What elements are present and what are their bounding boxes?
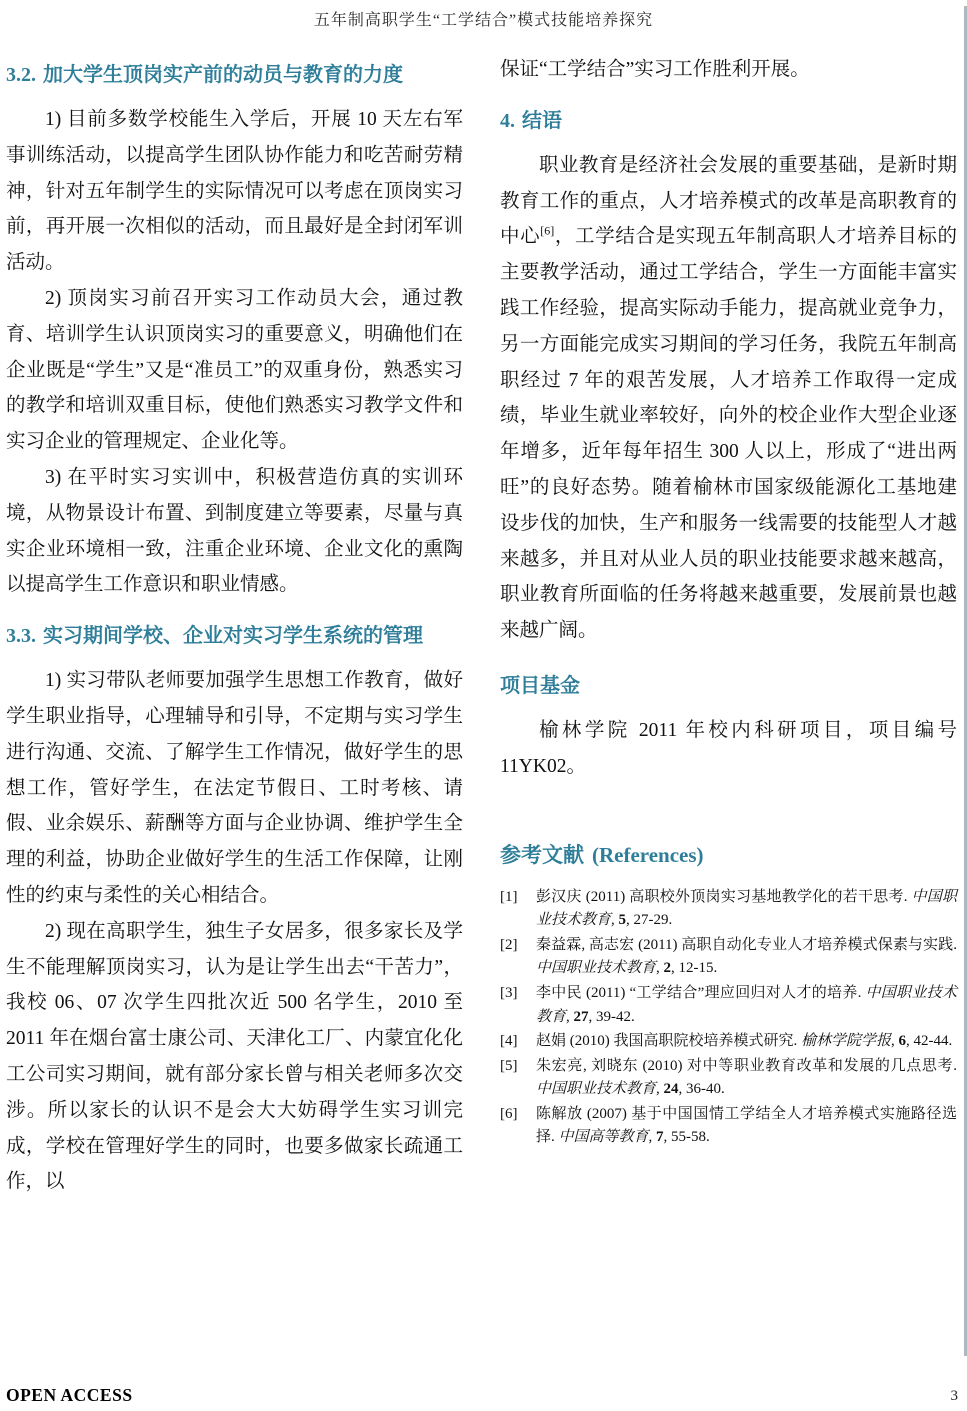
reference-number: [4] xyxy=(500,1033,518,1050)
reference-number: [3] xyxy=(500,984,518,1001)
reference-journal: 中国职业技术教育 xyxy=(536,1081,657,1098)
paragraph: 1) 实习带队老师要加强学生思想工作教育，做好学生职业指导，心理辅导和引导，不定期与实习学生进行沟通、交流、了解学生工作情况，做好学生的思想工作，管好学生，在法定节假日、工时考核、请假、业余娱乐、薪酬等方面与企业协调、维护学生全理的利益，协助企业做好学生的生活工作保障，让刚性的约束与柔性的关心相结合。 xyxy=(6,670,463,906)
reference-volume: 2 xyxy=(663,960,672,977)
section-heading-4 xyxy=(500,108,957,135)
left-column xyxy=(6,52,463,1200)
section-title: 结语 xyxy=(522,109,562,132)
section-number: 3.2. xyxy=(6,64,36,86)
section-heading-3-2 xyxy=(6,62,463,89)
reference-number: [5] xyxy=(500,1057,518,1074)
reference-number: [1] xyxy=(500,888,518,905)
open-access-label: OPEN ACCESS xyxy=(6,1385,133,1405)
reference-item xyxy=(500,1030,957,1054)
reference-text: 朱宏亮, 刘晓东 (2010) 对中等职业教育改革和发展的几点思考. 中国职业技术教育, 24, 36-40. xyxy=(536,1057,957,1098)
reference-journal: 榆林学院学报 xyxy=(801,1033,892,1050)
reference-journal: 中国职业技术教育 xyxy=(536,984,957,1025)
paragraph-continuation: 保证“工学结合”实习工作胜利开展。 xyxy=(500,59,810,80)
reference-text: 秦益霖, 高志宏 (2011) 高职自动化专业人才培养模式保素与实践. 中国职业技术教育, 2, 12-15. xyxy=(536,936,957,977)
reference-volume: 7 xyxy=(656,1129,664,1146)
paragraph: 2) 现在高职学生，独生子女居多，很多家长及学生不能理解顶岗实习，认为是让学生出去“干苦力”，我校 06、07 次学生四批次近 500 名学生，2010 至 2011 年在烟台富士康公司、天津化工厂、内蒙宜化化工公司实习期间，就有部分家长曾与相关老师多次交涉。所以家长的认识不是会大大妨碍学生实习训完成，学校在管理好学生的同时，也要多做家长疏通工作，以 xyxy=(6,920,463,1193)
reference-volume: 27 xyxy=(573,1008,589,1025)
page-title: 五年制高职学生“工学结合”模式技能培养探究 xyxy=(313,12,654,29)
section-number: 4. xyxy=(500,109,515,132)
references-heading-cn: 参考文献 xyxy=(500,843,584,867)
section-title: 实习期间学校、企业对实习学生系统的管理 xyxy=(43,625,423,648)
reference-item xyxy=(500,1055,957,1102)
page-number: 3 xyxy=(950,1388,958,1404)
section-title: 项目基金 xyxy=(500,674,580,697)
reference-item xyxy=(500,934,957,981)
section-heading-3-3 xyxy=(6,623,463,650)
reference-volume: 24 xyxy=(663,1081,679,1098)
reference-text: 李中民 (2011) “工学结合”理应回归对人才的培养. 中国职业技术教育, 27, 39-42. xyxy=(536,984,957,1025)
paragraph: 1) 目前多数学校能生入学后，开展 10 天左右军事训练活动，以提高学生团队协作能力和吃苦耐劳精神，针对五年制学生的实际情况可以考虑在顶岗实习前，再开展一次相似的活动，而且最好是全封闭军训活动。 xyxy=(6,109,463,274)
reference-text: 陈解放 (2007) 基于中国国情工学结全人才培养模式实施路径选择. 中国高等教育, 7, 55-58. xyxy=(536,1105,957,1146)
two-column-layout xyxy=(6,52,957,1200)
reference-journal: 中国高等教育 xyxy=(558,1129,649,1146)
reference-number: [2] xyxy=(500,936,518,953)
conclusion-paragraph xyxy=(500,148,957,649)
references-heading-en: (References) xyxy=(592,842,704,867)
references-heading xyxy=(500,841,957,870)
reference-text: 彭汉庆 (2011) 高职校外顶岗实习基地教学化的若干思考. 中国职业技术教育, 5, 27-29. xyxy=(536,888,957,929)
reference-volume: 6 xyxy=(898,1033,907,1050)
fund-paragraph: 榆林学院 2011 年校内科研项目，项目编号 11YK02。 xyxy=(500,719,957,777)
conclusion-text: ，工学结合是实现五年制高职人才培养目标的主要教学活动，通过工学结合，学生一方面能丰富实践工作经验，提高实际动手能力，提高就业竞争力，另一方面能完成实习期间的学习任务，我院五年制高职经过 7 年的艰苦发展，人才培养工作取得一定成绩，毕业生就业率较好，向外的校企业作大型企业逐年增多，近年每年招生 300 人以上，形成了“进出两旺”的良好态势。随着榆林市国家级能源化工基地建设步伐的加快，生产和服务一线需要的技能型人才越来越多，并且对从业人员的职业技能要求越来越高，职业教育所面临的任务将越来越重要，发展前景也越来越广阔。 xyxy=(500,226,957,642)
reference-item xyxy=(500,1103,957,1150)
conclusion-text: 职业教育是经济社会发展的重要基础，是新时期教育工作的重点，人才培养模式的改革是高职教育的中心 xyxy=(500,154,957,248)
paragraph: 3) 在平时实习实训中，积极营造仿真的实训环境，从物景设计布置、到制度建立等要素，尽量与真实企业环境相一致，注重企业环境、企业文化的熏陶以提高学生工作意识和职业情感。 xyxy=(6,466,463,596)
references-list xyxy=(500,886,957,1151)
paragraph: 2) 顶岗实习前召开实习工作动员大会，通过教育、培训学生认识顶岗实习的重要意义，明确他们在企业既是“学生”又是“准员工”的双重身份，熟悉实习的教学和培训双重目标，使他们熟悉实习教学文件和实习企业的管理规定、企业化等。 xyxy=(6,287,463,453)
reference-journal: 中国职业技术教育 xyxy=(536,888,957,929)
reference-number: [6] xyxy=(500,1105,518,1122)
right-column xyxy=(500,52,957,1200)
citation-superscript: [6] xyxy=(540,223,555,238)
section-title: 加大学生顶岗实产前的动员与教育的力度 xyxy=(43,64,403,86)
reference-item xyxy=(500,886,957,933)
fund-heading xyxy=(500,673,957,700)
reference-volume: 5 xyxy=(618,912,627,929)
section-number: 3.3. xyxy=(6,625,36,648)
reference-text: 赵娟 (2010) 我国高职院校培养模式研究. 榆林学院学报, 6, 42-44. xyxy=(536,1033,953,1050)
reference-journal: 中国职业技术教育 xyxy=(536,960,657,977)
reference-item xyxy=(500,982,957,1029)
